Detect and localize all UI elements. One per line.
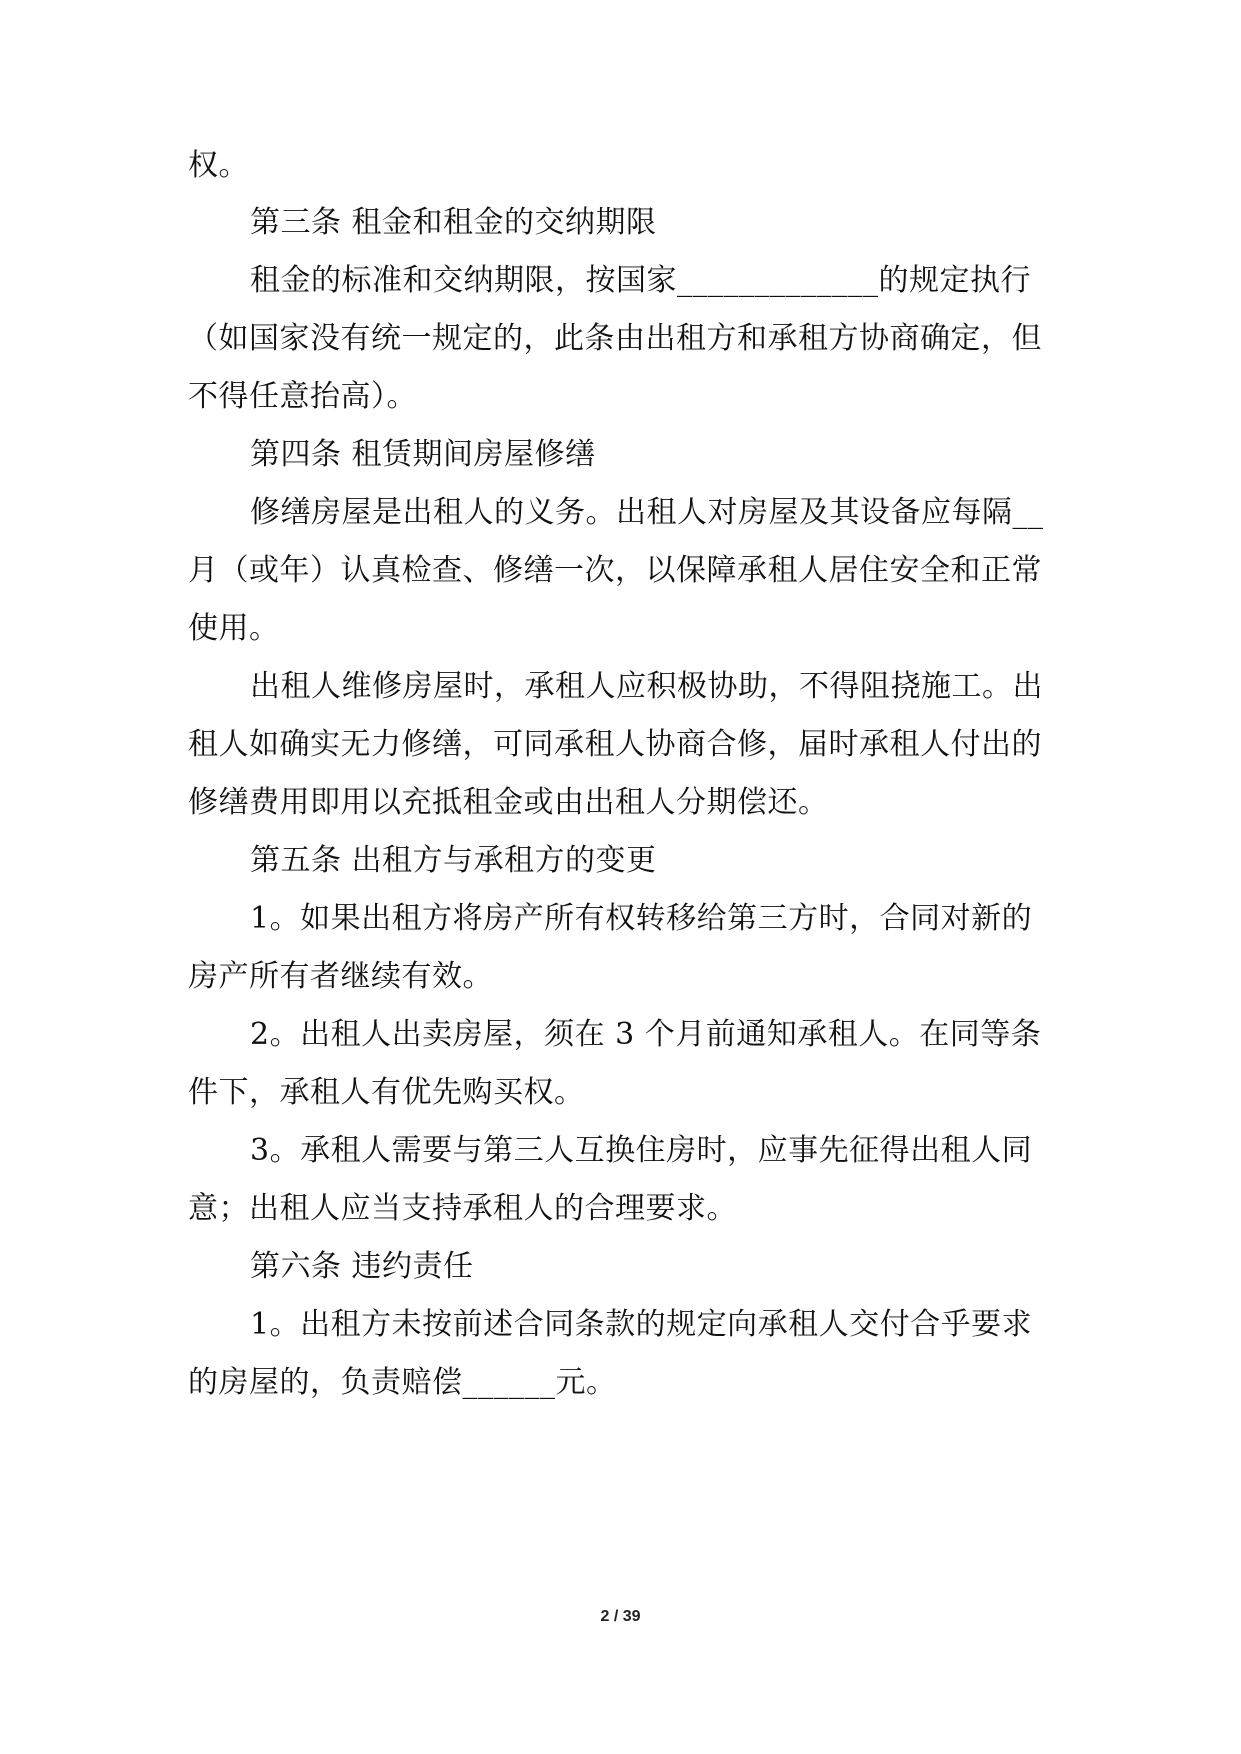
article-heading: 第三条 租金和租金的交纳期限 xyxy=(250,205,657,240)
article-heading: 第五条 出租方与承租方的变更 xyxy=(250,843,657,878)
text-line: 不得任意抬高）。 xyxy=(188,379,417,414)
text-line: 租金的标准和交纳期限，按国家_____________的规定执行 xyxy=(250,263,1031,298)
text-line: 权。 xyxy=(188,148,249,183)
text-line: 1。出租方未按前述合同条款的规定向承租人交付合乎要求 xyxy=(250,1307,1033,1342)
text-line: 3。承租人需要与第三人互换住房时，应事先征得出租人同 xyxy=(250,1133,1033,1168)
text-line: 1。如果出租方将房产所有权转移给第三方时，合同对新的 xyxy=(250,901,1033,936)
text-line: 租人如确实无力修缮，可同承租人协商合修，届时承租人付出的 xyxy=(188,727,1042,762)
article-heading: 第四条 租赁期间房屋修缮 xyxy=(250,437,596,472)
text-line: 月（或年）认真检查、修缮一次，以保障承租人居住安全和正常 xyxy=(188,553,1042,588)
page-number: 2 / 39 xyxy=(600,1608,641,1625)
text-line: （如国家没有统一规定的，此条由出租方和承租方协商确定，但 xyxy=(188,321,1042,356)
text-line: 件下，承租人有优先购买权。 xyxy=(188,1075,585,1110)
text-line: 的房屋的，负责赔偿______元。 xyxy=(188,1365,617,1400)
article-heading: 第六条 违约责任 xyxy=(250,1249,474,1284)
text-line: 使用。 xyxy=(188,611,280,646)
text-line: 房产所有者继续有效。 xyxy=(188,959,493,994)
text-line: 出租人维修房屋时，承租人应积极协助，不得阻挠施工。出 xyxy=(250,669,1043,704)
text-line: 意；出租人应当支持承租人的合理要求。 xyxy=(188,1191,737,1226)
text-line: 2。出租人出卖房屋，须在 3 个月前通知承租人。在同等条 xyxy=(250,1017,1042,1052)
text-line: 修缮房屋是出租人的义务。出租人对房屋及其设备应每隔__ xyxy=(250,495,1044,530)
text-line: 修缮费用即用以充抵租金或由出租人分期偿还。 xyxy=(188,785,829,820)
